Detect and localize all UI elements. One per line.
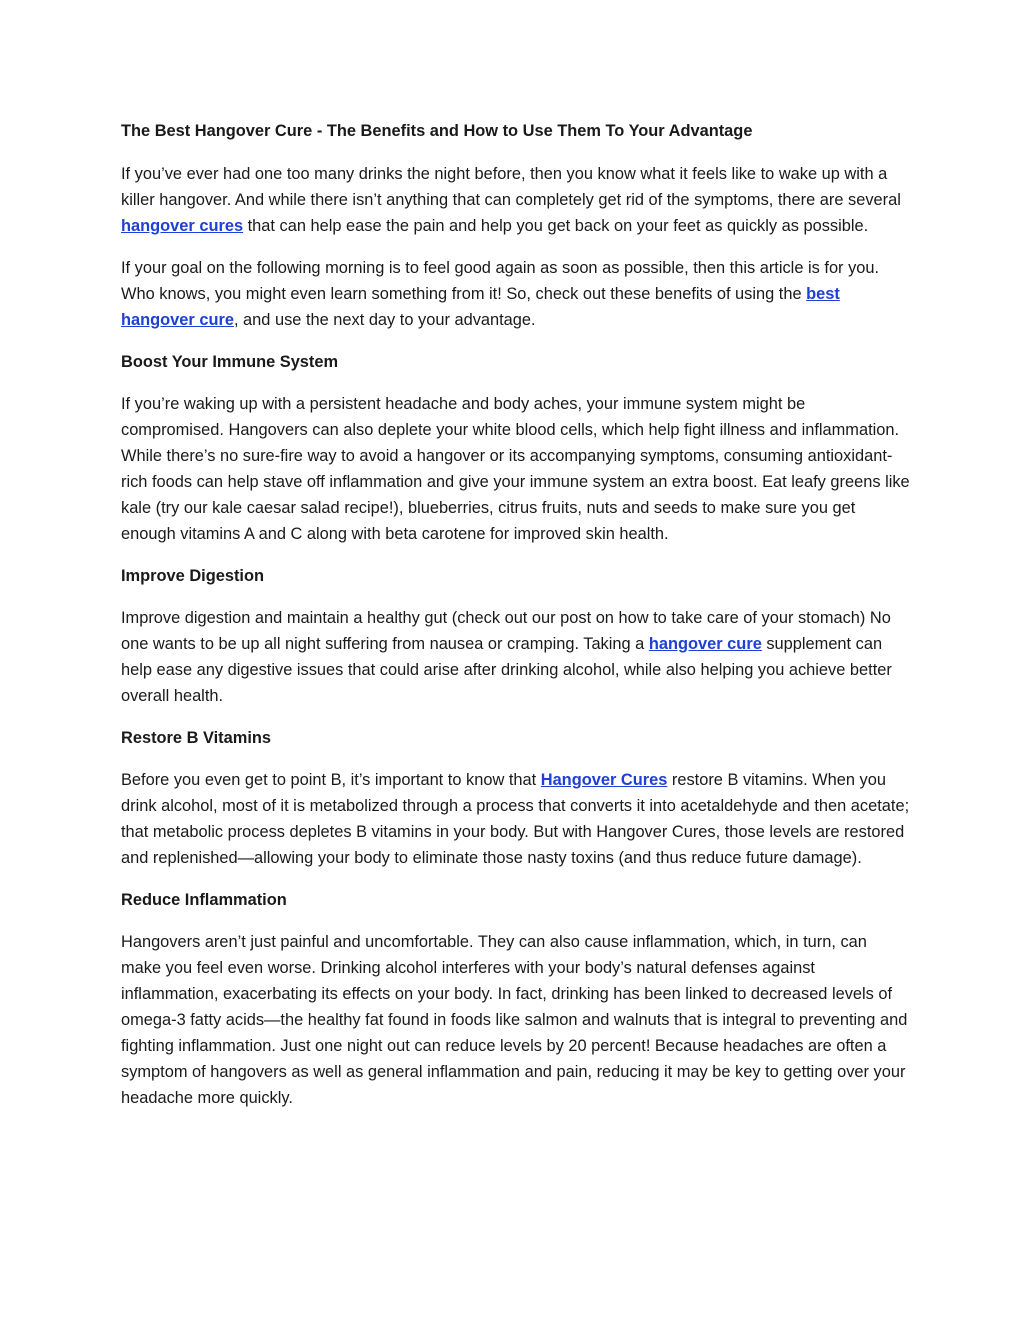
hangover-cure-link[interactable]: hangover cure	[648, 635, 762, 653]
section-body-vitamins	[121, 767, 911, 871]
section-heading-vitamins: Restore B Vitamins	[121, 729, 271, 747]
intro-p2-text-before: If your goal on the following morning is to feel good again as soon as possible, then this article is for you. Who knows, you might even learn something from it! So, check out these benefits of using the	[121, 259, 880, 303]
section-heading-inflammation: Reduce Inflammation	[121, 891, 287, 909]
vitamins-text-after: restore B vitamins. When you drink alcohol, most of it is metabolized through a process that converts it into acetaldehyde and then acetate; that metabolic process depletes B vitamins in your body. But with Hangover Cures, those levels are restored and replenished—allowing your body to eliminate those nasty toxins (and thus reduce future damage).	[121, 771, 910, 867]
intro-p1-text-before: If you’ve ever had one too many drinks the night before, then you know what it feels like to wake up with a killer hangover. And while there isn’t anything that can completely get rid of the symptoms, there are several	[121, 165, 901, 209]
intro-paragraph-2	[121, 255, 911, 333]
hangover-cures-brand-link[interactable]: Hangover Cures	[540, 771, 668, 789]
section-heading-digestion: Improve Digestion	[121, 567, 264, 585]
vitamins-text-before: Before you even get to point B, it’s important to know that	[121, 771, 541, 789]
intro-p2-text-after: , and use the next day to your advantage.	[233, 311, 536, 329]
document-page	[121, 118, 911, 1127]
intro-p1-text-after: that can help ease the pain and help you get back on your feet as quickly as possible.	[243, 217, 869, 235]
intro-paragraph-1	[121, 161, 911, 239]
section-body-digestion	[121, 605, 911, 709]
section-heading-immune: Boost Your Immune System	[121, 353, 339, 371]
digestion-text-after: supplement can help ease any digestive issues that could arise after drinking alcohol, while also helping you achieve better overall health.	[121, 635, 892, 705]
section-body-immune: If you’re waking up with a persistent headache and body aches, your immune system might be compromised. Hangovers can also deplete your white blood cells, which help fight illness and inflammation. While there’s no sure-fire way to avoid a hangover or its accompanying symptoms, consuming antioxidant-rich foods can help stave off inflammation and give your immune system an extra boost. Eat leafy greens like kale (try our kale caesar salad recipe!), blueberries, citrus fruits, nuts and seeds to make sure you get enough vitamins A and C along with beta carotene for improved skin health.	[121, 395, 910, 543]
hangover-cures-link[interactable]: hangover cures	[121, 217, 244, 235]
best-hangover-cure-link[interactable]: best hangover cure	[121, 285, 840, 329]
section-body-inflammation: Hangovers aren’t just painful and uncomfortable. They can also cause inflammation, which, in turn, can make you feel even worse. Drinking alcohol interferes with your body’s natural defenses against inflammation, exacerbating its effects on your body. In fact, drinking has been linked to decreased levels of omega-3 fatty acids—the healthy fat found in foods like salmon and walnuts that is integral to preventing and fighting inflammation. Just one night out can reduce levels by 20 percent! Because headaches are often a symptom of hangovers as well as general inflammation and pain, reducing it may be key to getting over your headache more quickly.	[121, 933, 908, 1107]
document-title: The Best Hangover Cure - The Benefits and How to Use Them To Your Advantage	[121, 122, 753, 140]
digestion-text-before: Improve digestion and maintain a healthy gut (check out our post on how to take care of your stomach) No one wants to be up all night suffering from nausea or cramping. Taking a	[121, 609, 891, 653]
